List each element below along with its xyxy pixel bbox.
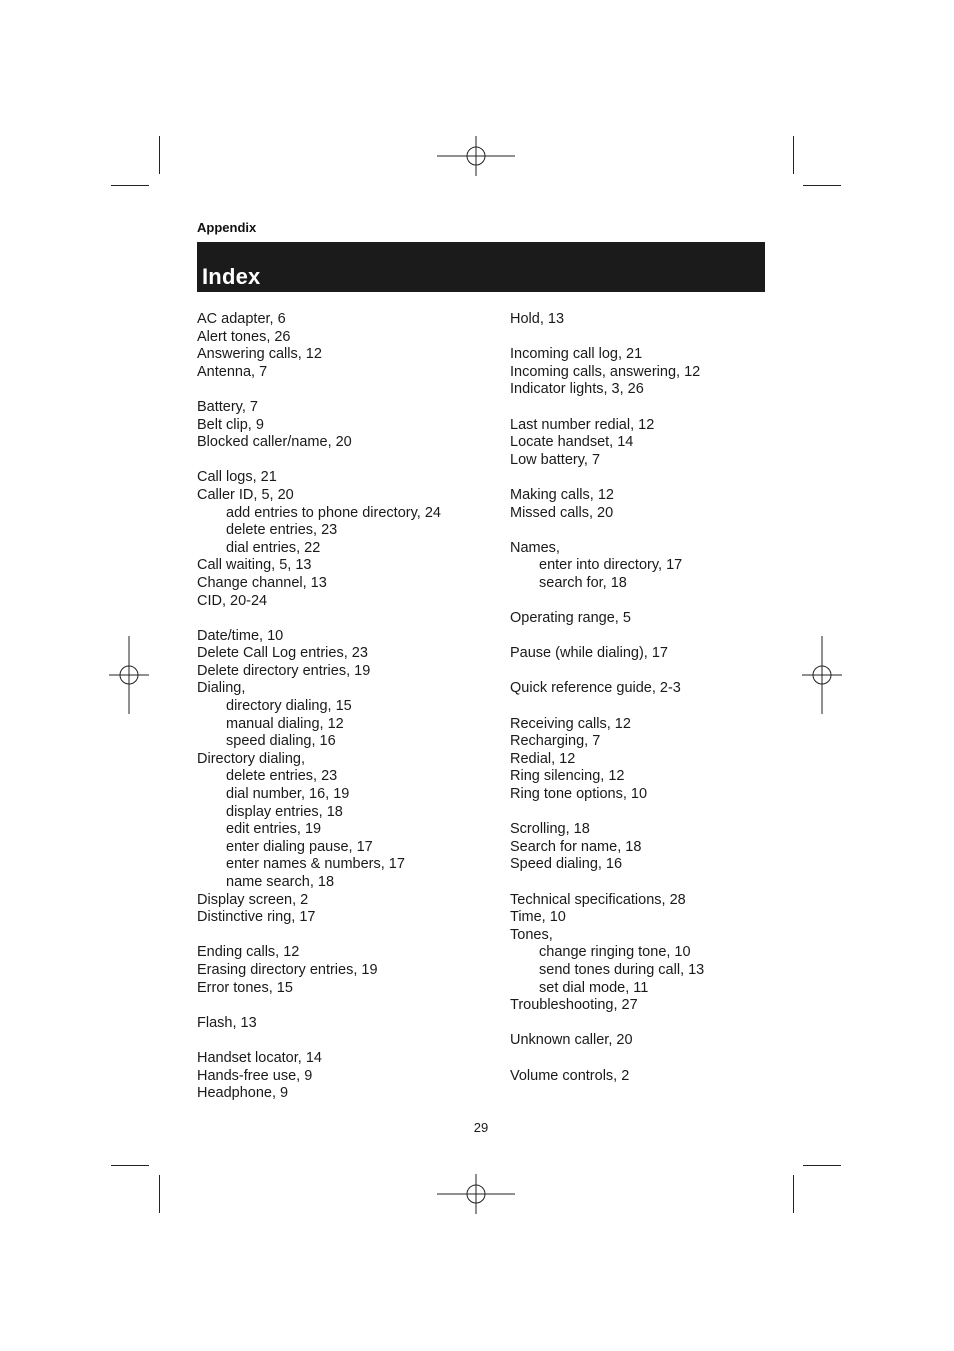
- index-entry: Erasing directory entries, 19: [197, 961, 378, 978]
- index-entry: Directory dialing,: [197, 750, 305, 767]
- index-spacer: [510, 698, 790, 716]
- index-column-right: [510, 311, 790, 1085]
- index-entry: Blocked caller/name, 20: [197, 434, 352, 451]
- index-subentry: delete entries, 23: [226, 522, 338, 539]
- index-column-left: [197, 311, 497, 1103]
- index-spacer: [510, 399, 790, 417]
- index-subentry: enter dialing pause, 17: [226, 838, 373, 855]
- index-spacer: [510, 329, 790, 347]
- index-subentry: change ringing tone, 10: [539, 944, 691, 961]
- index-entry: Call waiting, 5, 13: [197, 557, 312, 574]
- index-subentry: enter into directory, 17: [539, 557, 683, 574]
- crop-mark: [803, 1165, 841, 1166]
- index-entry: Troubleshooting, 27: [510, 997, 638, 1014]
- index-spacer: [197, 452, 497, 470]
- page-number: 29: [473, 1120, 489, 1135]
- index-subentry: edit entries, 19: [226, 821, 322, 838]
- index-entry: Unknown caller, 20: [510, 1032, 633, 1049]
- index-entry: Answering calls, 12: [197, 346, 322, 363]
- index-entry: Dialing,: [197, 680, 246, 697]
- index-entry: Belt clip, 9: [197, 416, 264, 433]
- index-entry: Missed calls, 20: [510, 504, 614, 521]
- registration-mark-top: [437, 117, 515, 195]
- index-entry: Alert tones, 26: [197, 328, 291, 345]
- index-entry: Speed dialing, 16: [510, 856, 623, 873]
- index-entry: Incoming calls, answering, 12: [510, 363, 701, 380]
- crop-mark: [793, 1175, 794, 1213]
- index-spacer: [197, 927, 497, 945]
- index-spacer: [197, 381, 497, 399]
- index-entry: Scrolling, 18: [510, 821, 590, 838]
- index-spacer: [510, 522, 790, 540]
- registration-mark-left: [90, 636, 168, 714]
- index-subentry: directory dialing, 15: [226, 698, 352, 715]
- index-entry: Locate handset, 14: [510, 434, 634, 451]
- index-entry: Display screen, 2: [197, 891, 309, 908]
- index-entry: Antenna, 7: [197, 363, 268, 380]
- index-subentry: delete entries, 23: [226, 768, 338, 785]
- index-spacer: [197, 610, 497, 628]
- index-entry: Ending calls, 12: [197, 944, 300, 961]
- index-entry: AC adapter, 6: [197, 311, 286, 327]
- index-entry: Headphone, 9: [197, 1085, 289, 1102]
- index-spacer: [510, 1050, 790, 1068]
- index-spacer: [510, 628, 790, 646]
- index-subentry: manual dialing, 12: [226, 715, 344, 732]
- registration-mark-bottom: [437, 1155, 515, 1233]
- index-spacer: [510, 593, 790, 611]
- index-entry: Flash, 13: [197, 1014, 257, 1031]
- index-entry: Hands-free use, 9: [197, 1067, 313, 1084]
- index-subentry: dial entries, 22: [226, 539, 321, 556]
- crop-mark: [803, 185, 841, 186]
- index-entry: Volume controls, 2: [510, 1067, 630, 1084]
- index-entry: Names,: [510, 539, 560, 556]
- index-subentry: enter names & numbers, 17: [226, 856, 405, 873]
- index-spacer: [510, 663, 790, 681]
- crop-mark: [111, 185, 149, 186]
- index-entry: Tones,: [510, 926, 553, 943]
- index-spacer: [510, 804, 790, 822]
- index-subentry: speed dialing, 16: [226, 733, 336, 750]
- crop-mark: [159, 136, 160, 174]
- index-entry: Redial, 12: [510, 750, 576, 767]
- index-entry: Distinctive ring, 17: [197, 909, 316, 926]
- index-entry: Change channel, 13: [197, 574, 327, 591]
- index-spacer: [510, 874, 790, 892]
- index-subentry: name search, 18: [226, 874, 335, 890]
- index-spacer: [510, 469, 790, 487]
- index-entry: Making calls, 12: [510, 486, 614, 503]
- index-entry: Battery, 7: [197, 398, 258, 415]
- index-entry: Handset locator, 14: [197, 1049, 322, 1066]
- index-entry: Indicator lights, 3, 26: [510, 381, 644, 398]
- index-entry: Delete directory entries, 19: [197, 662, 371, 679]
- index-entry: Incoming call log, 21: [510, 346, 643, 363]
- index-entry: Recharging, 7: [510, 733, 601, 750]
- index-entry: Technical specifications, 28: [510, 891, 686, 908]
- index-subentry: dial number, 16, 19: [226, 786, 350, 803]
- index-entry: Error tones, 15: [197, 979, 293, 996]
- index-entry: Hold, 13: [510, 311, 565, 327]
- index-entry: Low battery, 7: [510, 451, 601, 468]
- index-entry: Receiving calls, 12: [510, 715, 631, 732]
- index-spacer: [510, 1015, 790, 1033]
- title-bar: [197, 242, 765, 292]
- index-entry: CID, 20-24: [197, 592, 268, 609]
- index-entry: Ring tone options, 10: [510, 786, 648, 803]
- index-subentry: add entries to phone directory, 24: [226, 504, 441, 521]
- index-entry: Search for name, 18: [510, 838, 642, 855]
- registration-mark-right: [783, 636, 861, 714]
- index-entry: Caller ID, 5, 20: [197, 486, 294, 503]
- index-entry: Date/time, 10: [197, 627, 284, 644]
- index-subentry: send tones during call, 13: [539, 961, 705, 978]
- section-label: Appendix: [197, 220, 257, 235]
- index-entry: Ring silencing, 12: [510, 768, 625, 785]
- index-entry: Time, 10: [510, 909, 566, 926]
- index-entry: Pause (while dialing), 17: [510, 645, 668, 662]
- index-subentry: search for, 18: [539, 574, 627, 591]
- crop-mark: [793, 136, 794, 174]
- index-spacer: [197, 1032, 497, 1050]
- crop-mark: [159, 1175, 160, 1213]
- page-title: Index: [202, 264, 261, 289]
- index-spacer: [197, 997, 497, 1015]
- index-entry: Last number redial, 12: [510, 416, 655, 433]
- index-entry: Operating range, 5: [510, 610, 631, 627]
- index-subentry: set dial mode, 11: [539, 979, 649, 996]
- index-entry: Delete Call Log entries, 23: [197, 645, 368, 662]
- index-entry: Call logs, 21: [197, 469, 277, 486]
- crop-mark: [111, 1165, 149, 1166]
- index-subentry: display entries, 18: [226, 803, 343, 820]
- index-entry: Quick reference guide, 2-3: [510, 680, 681, 697]
